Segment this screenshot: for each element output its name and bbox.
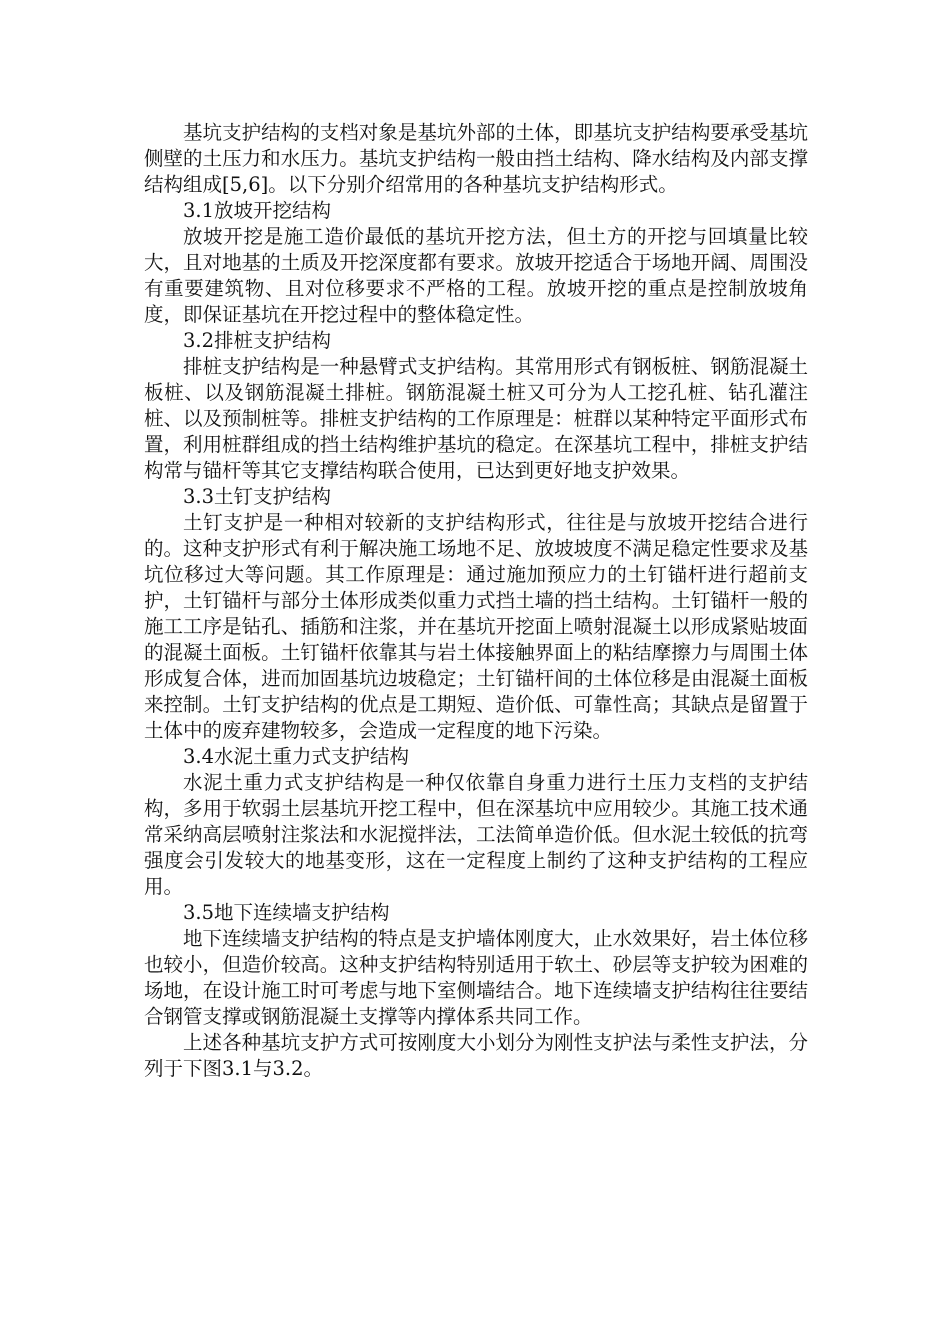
paragraph-diaphragm-wall: 地下连续墙支护结构的特点是支护墙体刚度大，止水效果好，岩土体位移也较小，但造价较高。这种支护结构特别适用于软土、砂层等支护较为困难的场地，在设计施工时可考虑与地下室侧墙结合。地下连续墙支护结构往往要结合钢管支撑或钢筋混凝土支撑等内撑体系共同工作。 xyxy=(144,927,808,1028)
paragraph-slope-excavation: 放坡开挖是施工造价最低的基坑开挖方法，但土方的开挖与回填量比较大，且对地基的土质及开挖深度都有要求。放坡开挖适合于场地开阔、周围没有重要建筑物、且对位移要求不严格的工程。放坡开挖的重点是控制放坡角度，即保证基坑在开挖过程中的整体稳定性。 xyxy=(144,225,808,326)
section-heading-3-5: 3.5地下连续墙支护结构 xyxy=(183,901,390,924)
section-heading-3-4: 3.4水泥土重力式支护结构 xyxy=(183,745,410,768)
document-body xyxy=(144,120,808,1082)
paragraph-intro: 基坑支护结构的支档对象是基坑外部的土体，即基坑支护结构要承受基坑侧壁的土压力和水压力。基坑支护结构一般由挡土结构、降水结构及内部支撑结构组成[5,6]。以下分别介绍常用的各种基坑支护结构形式。 xyxy=(144,121,808,196)
paragraph-soil-nail: 土钉支护是一种相对较新的支护结构形式，往往是与放坡开挖结合进行的。这种支护形式有利于解决施工场地不足、放坡坡度不满足稳定性要求及基坑位移过大等问题。其工作原理是：通过施加预应力的土钉锚杆进行超前支护，土钉锚杆与部分土体形成类似重力式挡土墙的挡土结构。土钉锚杆一般的施工工序是钻孔、插筋和注浆，并在基坑开挖面上喷射混凝土以形成紧贴坡面的混凝土面板。土钉锚杆依靠其与岩土体接触界面上的粘结摩擦力与周围土体形成复合体，进而加固基坑边坡稳定；土钉锚杆间的土体位移是由混凝土面板来控制。土钉支护结构的优点是工期短、造价低、可靠性高；其缺点是留置于土体中的废弃建物较多，会造成一定程度的地下污染。 xyxy=(144,511,808,742)
paragraph-pile-support: 排桩支护结构是一种悬臂式支护结构。其常用形式有钢板桩、钢筋混凝土板桩、以及钢筋混凝土排桩。钢筋混凝土桩又可分为人工挖孔桩、钻孔灌注桩、以及预制桩等。排桩支护结构的工作原理是：桩群以某种特定平面形式布置，利用桩群组成的挡土结构维护基坑的稳定。在深基坑工程中，排桩支护结构常与锚杆等其它支撑结构联合使用，已达到更好地支护效果。 xyxy=(144,355,808,482)
section-heading-3-1: 3.1放坡开挖结构 xyxy=(183,199,332,222)
paragraph-summary: 上述各种基坑支护方式可按刚度大小划分为刚性支护法与柔性支护法，分列于下图3.1与3.2。 xyxy=(144,1031,808,1080)
paragraph-cement-soil: 水泥土重力式支护结构是一种仅依靠自身重力进行土压力支档的支护结构，多用于软弱土层基坑开挖工程中，但在深基坑中应用较少。其施工技术通常采纳高层喷射注浆法和水泥搅拌法，工法简单造价低。但水泥土较低的抗弯强度会引发较大的地基变形，这在一定程度上制约了这种支护结构的工程应用。 xyxy=(144,771,808,898)
section-heading-3-3: 3.3土钉支护结构 xyxy=(183,485,332,508)
section-heading-3-2: 3.2排桩支护结构 xyxy=(183,329,332,352)
